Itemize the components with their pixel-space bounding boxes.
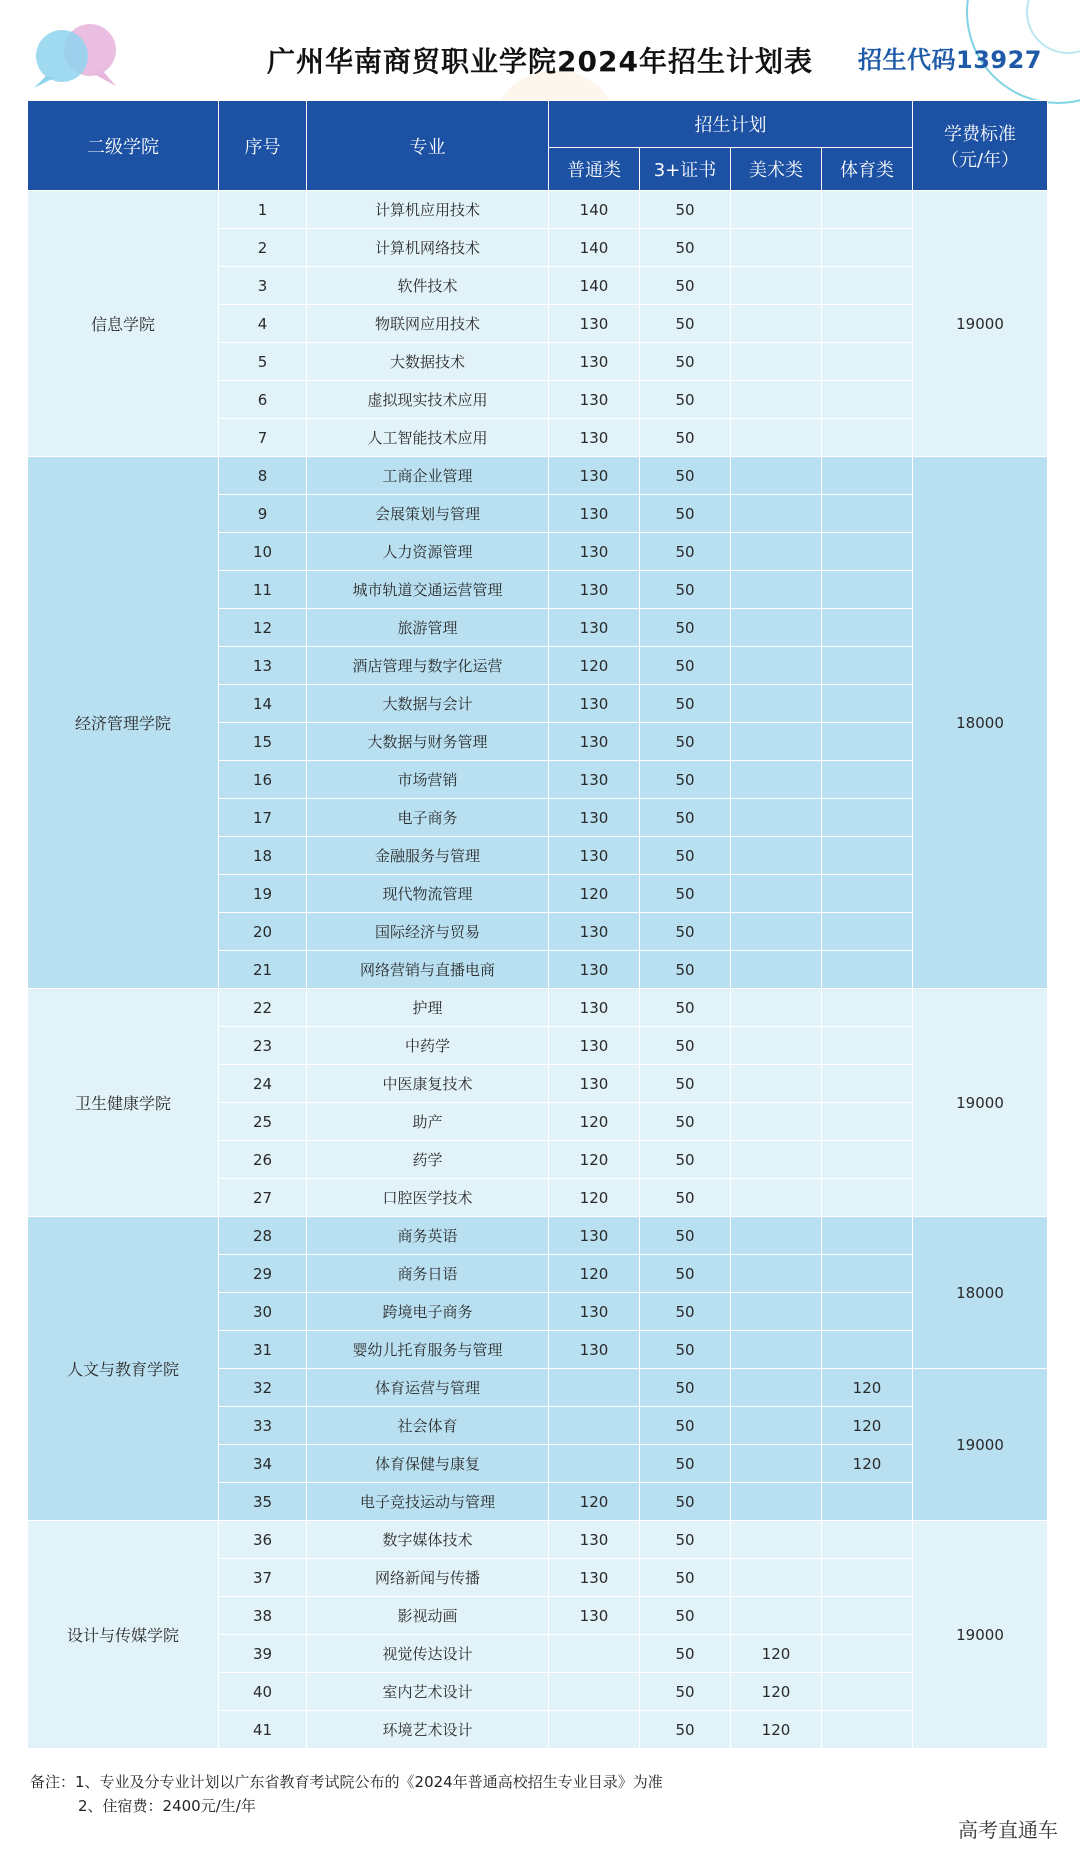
major-cell: 网络新闻与传播 <box>307 1559 549 1597</box>
major-cell: 人力资源管理 <box>307 533 549 571</box>
cert-cell: 50 <box>640 267 731 305</box>
dept-cell: 信息学院 <box>28 191 219 457</box>
major-cell: 助产 <box>307 1103 549 1141</box>
cert-cell: 50 <box>640 875 731 913</box>
seq-cell: 30 <box>219 1293 307 1331</box>
art-cell <box>731 723 822 761</box>
cert-cell: 50 <box>640 1369 731 1407</box>
general-cell <box>549 1635 640 1673</box>
art-cell <box>731 419 822 457</box>
general-cell: 130 <box>549 989 640 1027</box>
art-cell <box>731 647 822 685</box>
art-cell <box>731 1141 822 1179</box>
general-cell: 130 <box>549 457 640 495</box>
seq-cell: 26 <box>219 1141 307 1179</box>
general-cell: 120 <box>549 1141 640 1179</box>
sports-cell <box>822 723 913 761</box>
header-seq: 序号 <box>219 101 307 191</box>
seq-cell: 35 <box>219 1483 307 1521</box>
general-cell: 130 <box>549 1293 640 1331</box>
seq-cell: 31 <box>219 1331 307 1369</box>
sports-cell <box>822 1597 913 1635</box>
seq-cell: 19 <box>219 875 307 913</box>
sports-cell <box>822 1559 913 1597</box>
art-cell <box>731 1217 822 1255</box>
dept-cell: 设计与传媒学院 <box>28 1521 219 1749</box>
art-cell <box>731 685 822 723</box>
cert-cell: 50 <box>640 533 731 571</box>
watermark: 高考直通车 <box>958 1818 1058 1842</box>
sports-cell <box>822 381 913 419</box>
art-cell <box>731 381 822 419</box>
cert-cell: 50 <box>640 1445 731 1483</box>
cert-cell: 50 <box>640 1635 731 1673</box>
dept-cell: 人文与教育学院 <box>28 1217 219 1521</box>
seq-cell: 22 <box>219 989 307 1027</box>
seq-cell: 8 <box>219 457 307 495</box>
major-cell: 工商企业管理 <box>307 457 549 495</box>
art-cell <box>731 913 822 951</box>
major-cell: 中医康复技术 <box>307 1065 549 1103</box>
sports-cell <box>822 533 913 571</box>
cert-cell: 50 <box>640 381 731 419</box>
major-cell: 人工智能技术应用 <box>307 419 549 457</box>
major-cell: 中药学 <box>307 1027 549 1065</box>
art-cell <box>731 1483 822 1521</box>
enroll-code: 招生代码13927 <box>858 46 1042 74</box>
sports-cell <box>822 1217 913 1255</box>
major-cell: 计算机网络技术 <box>307 229 549 267</box>
art-cell <box>731 1293 822 1331</box>
cert-cell: 50 <box>640 723 731 761</box>
seq-cell: 11 <box>219 571 307 609</box>
sports-cell <box>822 1483 913 1521</box>
sports-cell <box>822 609 913 647</box>
cert-cell: 50 <box>640 1711 731 1749</box>
art-cell: 120 <box>731 1711 822 1749</box>
seq-cell: 34 <box>219 1445 307 1483</box>
sports-cell <box>822 647 913 685</box>
sports-cell <box>822 1635 913 1673</box>
general-cell: 130 <box>549 799 640 837</box>
cert-cell: 50 <box>640 457 731 495</box>
table-body <box>28 191 1048 1749</box>
major-cell: 城市轨道交通运营管理 <box>307 571 549 609</box>
sports-cell <box>822 761 913 799</box>
sports-cell <box>822 343 913 381</box>
general-cell: 130 <box>549 381 640 419</box>
page-title: 广州华南商贸职业学院2024年招生计划表 <box>267 45 813 78</box>
general-cell: 130 <box>549 723 640 761</box>
art-cell <box>731 761 822 799</box>
sports-cell <box>822 1065 913 1103</box>
major-cell: 金融服务与管理 <box>307 837 549 875</box>
seq-cell: 1 <box>219 191 307 229</box>
seq-cell: 3 <box>219 267 307 305</box>
major-cell: 电子竞技运动与管理 <box>307 1483 549 1521</box>
header-sports: 体育类 <box>822 148 913 191</box>
art-cell <box>731 1103 822 1141</box>
table-header <box>28 101 1048 191</box>
general-cell: 130 <box>549 1597 640 1635</box>
cert-cell: 50 <box>640 1293 731 1331</box>
general-cell: 130 <box>549 685 640 723</box>
art-cell <box>731 191 822 229</box>
table-row <box>28 1217 1048 1255</box>
seq-cell: 28 <box>219 1217 307 1255</box>
header-art: 美术类 <box>731 148 822 191</box>
sports-cell: 120 <box>822 1445 913 1483</box>
major-cell: 市场营销 <box>307 761 549 799</box>
major-cell: 物联网应用技术 <box>307 305 549 343</box>
sports-cell <box>822 1179 913 1217</box>
art-cell <box>731 875 822 913</box>
cert-cell: 50 <box>640 761 731 799</box>
art-cell <box>731 1255 822 1293</box>
general-cell: 120 <box>549 1483 640 1521</box>
seq-cell: 27 <box>219 1179 307 1217</box>
note-line-1: 备注：1、专业及分专业计划以广东省教育考试院公布的《2024年普通高校招生专业目录》为准 <box>30 1773 663 1791</box>
sports-cell <box>822 1027 913 1065</box>
major-cell: 虚拟现实技术应用 <box>307 381 549 419</box>
general-cell: 120 <box>549 647 640 685</box>
seq-cell: 7 <box>219 419 307 457</box>
seq-cell: 4 <box>219 305 307 343</box>
seq-cell: 23 <box>219 1027 307 1065</box>
sports-cell <box>822 799 913 837</box>
dept-cell: 经济管理学院 <box>28 457 219 989</box>
fee-cell: 19000 <box>913 1369 1048 1521</box>
general-cell <box>549 1407 640 1445</box>
art-cell <box>731 229 822 267</box>
art-cell <box>731 1369 822 1407</box>
header-cert: 3+证书 <box>640 148 731 191</box>
general-cell: 130 <box>549 1559 640 1597</box>
cert-cell: 50 <box>640 799 731 837</box>
seq-cell: 25 <box>219 1103 307 1141</box>
art-cell <box>731 1445 822 1483</box>
fee-cell: 18000 <box>913 1217 1048 1369</box>
sports-cell <box>822 875 913 913</box>
dept-cell: 卫生健康学院 <box>28 989 219 1217</box>
cert-cell: 50 <box>640 609 731 647</box>
major-cell: 环境艺术设计 <box>307 1711 549 1749</box>
sports-cell <box>822 685 913 723</box>
major-cell: 电子商务 <box>307 799 549 837</box>
general-cell: 130 <box>549 305 640 343</box>
sports-cell <box>822 1711 913 1749</box>
seq-cell: 6 <box>219 381 307 419</box>
sports-cell <box>822 1521 913 1559</box>
general-cell: 120 <box>549 1103 640 1141</box>
major-cell: 网络营销与直播电商 <box>307 951 549 989</box>
table-row <box>28 457 1048 495</box>
seq-cell: 41 <box>219 1711 307 1749</box>
art-cell <box>731 533 822 571</box>
general-cell: 130 <box>549 951 640 989</box>
cert-cell: 50 <box>640 1141 731 1179</box>
general-cell: 130 <box>549 533 640 571</box>
sports-cell <box>822 495 913 533</box>
art-cell: 120 <box>731 1635 822 1673</box>
general-cell: 120 <box>549 1255 640 1293</box>
seq-cell: 16 <box>219 761 307 799</box>
seq-cell: 39 <box>219 1635 307 1673</box>
cert-cell: 50 <box>640 1673 731 1711</box>
major-cell: 室内艺术设计 <box>307 1673 549 1711</box>
sports-cell <box>822 1141 913 1179</box>
seq-cell: 36 <box>219 1521 307 1559</box>
major-cell: 婴幼儿托育服务与管理 <box>307 1331 549 1369</box>
major-cell: 数字媒体技术 <box>307 1521 549 1559</box>
major-cell: 国际经济与贸易 <box>307 913 549 951</box>
art-cell <box>731 837 822 875</box>
sports-cell <box>822 951 913 989</box>
cert-cell: 50 <box>640 191 731 229</box>
seq-cell: 13 <box>219 647 307 685</box>
notes <box>30 1770 663 1818</box>
art-cell <box>731 1027 822 1065</box>
sports-cell <box>822 1331 913 1369</box>
art-cell <box>731 1559 822 1597</box>
seq-cell: 37 <box>219 1559 307 1597</box>
sports-cell <box>822 267 913 305</box>
seq-cell: 12 <box>219 609 307 647</box>
art-cell <box>731 457 822 495</box>
header-major: 专业 <box>307 101 549 191</box>
major-cell: 软件技术 <box>307 267 549 305</box>
general-cell <box>549 1673 640 1711</box>
general-cell: 120 <box>549 1179 640 1217</box>
major-cell: 商务日语 <box>307 1255 549 1293</box>
cert-cell: 50 <box>640 1559 731 1597</box>
cert-cell: 50 <box>640 951 731 989</box>
general-cell: 130 <box>549 609 640 647</box>
general-cell: 130 <box>549 1521 640 1559</box>
cert-cell: 50 <box>640 1217 731 1255</box>
general-cell: 130 <box>549 1331 640 1369</box>
art-cell <box>731 305 822 343</box>
general-cell: 130 <box>549 837 640 875</box>
major-cell: 体育保健与康复 <box>307 1445 549 1483</box>
major-cell: 商务英语 <box>307 1217 549 1255</box>
major-cell: 社会体育 <box>307 1407 549 1445</box>
sports-cell <box>822 1673 913 1711</box>
general-cell <box>549 1711 640 1749</box>
cert-cell: 50 <box>640 1065 731 1103</box>
note-line-2: 2、住宿费：2400元/生/年 <box>78 1797 256 1815</box>
sports-cell <box>822 305 913 343</box>
seq-cell: 20 <box>219 913 307 951</box>
general-cell: 130 <box>549 495 640 533</box>
header-fee-line1: 学费标准 <box>944 123 1016 145</box>
sports-cell <box>822 457 913 495</box>
header-general: 普通类 <box>549 148 640 191</box>
major-cell: 现代物流管理 <box>307 875 549 913</box>
general-cell: 130 <box>549 343 640 381</box>
cert-cell: 50 <box>640 989 731 1027</box>
major-cell: 计算机应用技术 <box>307 191 549 229</box>
general-cell: 130 <box>549 1217 640 1255</box>
sports-cell <box>822 229 913 267</box>
major-cell: 旅游管理 <box>307 609 549 647</box>
major-cell: 大数据与财务管理 <box>307 723 549 761</box>
cert-cell: 50 <box>640 1179 731 1217</box>
cert-cell: 50 <box>640 571 731 609</box>
seq-cell: 38 <box>219 1597 307 1635</box>
seq-cell: 10 <box>219 533 307 571</box>
seq-cell: 21 <box>219 951 307 989</box>
header-fee <box>913 101 1048 191</box>
seq-cell: 32 <box>219 1369 307 1407</box>
art-cell <box>731 609 822 647</box>
general-cell: 130 <box>549 1027 640 1065</box>
seq-cell: 18 <box>219 837 307 875</box>
fee-cell: 19000 <box>913 191 1048 457</box>
sports-cell: 120 <box>822 1369 913 1407</box>
major-cell: 酒店管理与数字化运营 <box>307 647 549 685</box>
art-cell <box>731 571 822 609</box>
seq-cell: 5 <box>219 343 307 381</box>
seq-cell: 33 <box>219 1407 307 1445</box>
art-cell <box>731 1065 822 1103</box>
art-cell <box>731 1597 822 1635</box>
fee-cell: 19000 <box>913 989 1048 1217</box>
major-cell: 视觉传达设计 <box>307 1635 549 1673</box>
cert-cell: 50 <box>640 1597 731 1635</box>
cert-cell: 50 <box>640 1521 731 1559</box>
art-cell: 120 <box>731 1673 822 1711</box>
cert-cell: 50 <box>640 685 731 723</box>
cert-cell: 50 <box>640 419 731 457</box>
major-cell: 会展策划与管理 <box>307 495 549 533</box>
sports-cell <box>822 1103 913 1141</box>
seq-cell: 17 <box>219 799 307 837</box>
cert-cell: 50 <box>640 647 731 685</box>
art-cell <box>731 495 822 533</box>
cert-cell: 50 <box>640 229 731 267</box>
major-cell: 大数据与会计 <box>307 685 549 723</box>
header-plan: 招生计划 <box>549 101 913 148</box>
header-fee-line2: （元/年） <box>940 149 1020 171</box>
seq-cell: 2 <box>219 229 307 267</box>
sports-cell: 120 <box>822 1407 913 1445</box>
general-cell: 130 <box>549 1065 640 1103</box>
general-cell: 130 <box>549 419 640 457</box>
seq-cell: 29 <box>219 1255 307 1293</box>
cert-cell: 50 <box>640 343 731 381</box>
sports-cell <box>822 989 913 1027</box>
sports-cell <box>822 837 913 875</box>
major-cell: 跨境电子商务 <box>307 1293 549 1331</box>
art-cell <box>731 951 822 989</box>
major-cell: 药学 <box>307 1141 549 1179</box>
art-cell <box>731 343 822 381</box>
table-row <box>28 191 1048 229</box>
cert-cell: 50 <box>640 305 731 343</box>
art-cell <box>731 1331 822 1369</box>
cert-cell: 50 <box>640 1407 731 1445</box>
general-cell: 130 <box>549 761 640 799</box>
general-cell: 130 <box>549 913 640 951</box>
seq-cell: 9 <box>219 495 307 533</box>
general-cell: 140 <box>549 267 640 305</box>
fee-cell: 18000 <box>913 457 1048 989</box>
seq-cell: 14 <box>219 685 307 723</box>
sports-cell <box>822 191 913 229</box>
cert-cell: 50 <box>640 837 731 875</box>
cert-cell: 50 <box>640 1483 731 1521</box>
fee-cell: 19000 <box>913 1521 1048 1749</box>
art-cell <box>731 989 822 1027</box>
general-cell: 120 <box>549 875 640 913</box>
general-cell: 130 <box>549 571 640 609</box>
seq-cell: 15 <box>219 723 307 761</box>
art-cell <box>731 1407 822 1445</box>
seq-cell: 40 <box>219 1673 307 1711</box>
cert-cell: 50 <box>640 1027 731 1065</box>
art-cell <box>731 799 822 837</box>
general-cell: 140 <box>549 191 640 229</box>
major-cell: 大数据技术 <box>307 343 549 381</box>
major-cell: 口腔医学技术 <box>307 1179 549 1217</box>
art-cell <box>731 1521 822 1559</box>
cert-cell: 50 <box>640 495 731 533</box>
cert-cell: 50 <box>640 1255 731 1293</box>
cert-cell: 50 <box>640 1331 731 1369</box>
cert-cell: 50 <box>640 913 731 951</box>
general-cell: 140 <box>549 229 640 267</box>
table-row <box>28 989 1048 1027</box>
sports-cell <box>822 1293 913 1331</box>
enrollment-table <box>27 100 1048 1749</box>
general-cell <box>549 1445 640 1483</box>
general-cell <box>549 1369 640 1407</box>
header-dept: 二级学院 <box>28 101 219 191</box>
sports-cell <box>822 571 913 609</box>
sports-cell <box>822 419 913 457</box>
major-cell: 护理 <box>307 989 549 1027</box>
table-row <box>28 1521 1048 1559</box>
seq-cell: 24 <box>219 1065 307 1103</box>
art-cell <box>731 1179 822 1217</box>
major-cell: 体育运营与管理 <box>307 1369 549 1407</box>
art-cell <box>731 267 822 305</box>
sports-cell <box>822 913 913 951</box>
cert-cell: 50 <box>640 1103 731 1141</box>
major-cell: 影视动画 <box>307 1597 549 1635</box>
sports-cell <box>822 1255 913 1293</box>
